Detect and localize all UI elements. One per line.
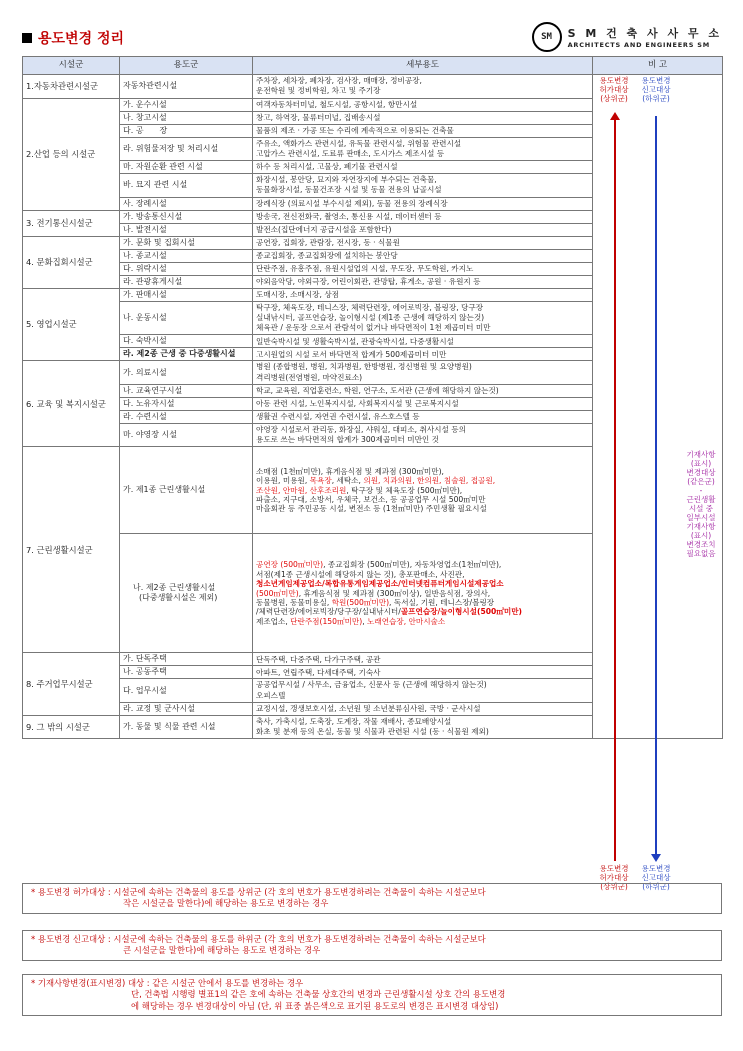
footnote-report	[22, 930, 722, 961]
table-header-row	[23, 57, 723, 75]
note-cell	[593, 75, 723, 739]
use-group-cell: 가. 문화 및 집회시설	[120, 236, 253, 249]
footnote-label-line3: 에 해당하는 경우 변경대상이 아님 (단, 위 표중 붉은색으로 표기된 용도로의 변경은 표시변경 대상임)	[131, 1000, 499, 1011]
nb2-line: /체력단련장/에어로빅장/당구장/실내낚시터/골프연습장/놀이형시설(500㎡미만)	[256, 607, 523, 617]
detail-line: 공공업무시설 / 사무소, 금융업소, 신문사 등 (근생에 해당하지 않는것)	[256, 680, 487, 690]
detail-line: 야영장 시설로서 관리동, 화장실, 샤워실, 대피소, 취사시설 등의	[256, 424, 466, 434]
col-header-note: 비 고	[593, 57, 723, 75]
title-square-icon	[22, 33, 32, 43]
footnote-label-change	[22, 974, 722, 1016]
detail-line: 용도로 쓰는 바닥면적의 합계가 300제곱미터 미만인 것	[256, 435, 440, 444]
footnote-report-line1: * 용도변경 신고대상 : 시설군에 속하는 건축물의 용도를 하위군 (각 호의 번호가 용도변경하려는 건축물이 속하는 시설군보다	[31, 934, 486, 944]
detail-use-cell	[253, 666, 593, 679]
detail-use-cell	[253, 210, 593, 223]
use-group-cell: 가. 동물 및 식물 관련 시설	[120, 715, 253, 739]
detail-line: 야외음악당, 야외극장, 어린이회관, 관망탑, 휴게소, 공원 · 유원지 등	[256, 276, 481, 286]
facility-group-cell: 9. 그 밖의 시설군	[23, 715, 120, 739]
detail-line: 공연장, 집회장, 관람장, 전시장, 동 · 식물원	[256, 237, 400, 247]
nb2-line: 서점(제1종 근생시설에 해당하지 않는 것), 총포판매소, 사진관,	[256, 569, 465, 579]
detail-line: 일반숙박시설 및 생활숙박시설, 관광숙박시설, 다중생활시설	[256, 336, 454, 346]
nb2-line: 동물병원, 동물미용실, 학원(500㎡미만), 독서실, 기원, 테니스장/볼링장	[256, 597, 495, 607]
company-logo	[532, 22, 722, 52]
detail-line: 탁구장, 체육도장, 테니스장, 체력단련장, 에어로빅장, 볼링장, 당구장	[256, 302, 484, 312]
facility-group-cell: 4. 문화집회시설군	[23, 236, 120, 288]
detail-line: 발전소(집단에너지 공급시설을 포함한다)	[256, 224, 392, 234]
page-title	[22, 28, 124, 48]
facility-group-cell: 5. 영업시설군	[23, 288, 120, 361]
detail-line: 격리병원(전염병원, 마약진료소)	[256, 372, 363, 382]
use-group-cell: 가. 방송통신시설	[120, 210, 253, 223]
col-header-use: 용도군	[120, 57, 253, 75]
detail-line: 축사, 가축시설, 도축장, 도계장, 작물 재배사, 종묘배양시설	[256, 716, 452, 726]
use-group-cell: 라. 교정 및 군사시설	[120, 702, 253, 715]
company-subtitle: ARCHITECTS AND ENGINEERS SM	[567, 41, 711, 49]
note-down-top: 용도변경 신고대상 (하위군)	[641, 76, 671, 103]
detail-use-cell	[253, 348, 593, 361]
use-change-table	[22, 56, 723, 739]
detail-use-cell	[253, 534, 593, 653]
detail-line: 오피스텔	[256, 690, 286, 700]
detail-use-cell	[253, 161, 593, 174]
use-group-cell: 나. 교육연구시설	[120, 384, 253, 397]
use-group-cell: 사. 장례시설	[120, 197, 253, 210]
detail-line: 아동 관련 시설, 노인복지시설, 사회복지시설 및 근로복지시설	[256, 399, 459, 408]
use-group-label: 나. 제2종 근린생활시설	[133, 583, 216, 593]
facility-group-cell: 7. 근린생활시설군	[23, 447, 120, 653]
nb1-line: 소매점 (1천㎡미만), 휴게음식점 및 제과점 (300㎡미만),	[256, 466, 444, 476]
nb2-line: 제조업소, 단란주점(150㎡미만), 노래연습장, 안마시술소	[256, 616, 446, 626]
note-down-bottom: 용도변경 신고대상 (하위군)	[636, 864, 676, 891]
detail-use-cell	[253, 384, 593, 397]
facility-group-cell: 2.산업 등의 시설군	[23, 98, 120, 210]
use-group-cell: 라. 제2종 근생 중 다중생활시설	[120, 348, 253, 361]
use-group-cell: 라. 위험물저장 및 처리시설	[120, 137, 253, 161]
facility-group-cell: 3. 전기통신시설군	[23, 210, 120, 236]
detail-line: 아파트, 연립주택, 다세대주택, 기숙사	[256, 667, 381, 677]
use-group-cell: 다. 노유자시설	[120, 397, 253, 410]
use-group-cell: 마. 야영장 시설	[120, 423, 253, 447]
down-arrow-icon	[651, 854, 661, 862]
detail-use-cell	[253, 702, 593, 715]
footnote-label-line2: 단, 건축법 시행령 별표1의 같은 호에 속하는 건축물 상호간의 변경과 근린생활시설 상호 간의 용도변경	[131, 989, 506, 1000]
detail-line: 고압가스 관련시설, 도료류 판매소, 도시가스 제조시설 등	[256, 148, 445, 158]
use-group-cell: 가. 의료시설	[120, 361, 253, 385]
detail-use-cell	[253, 288, 593, 301]
detail-use-cell	[253, 262, 593, 275]
detail-use-cell	[253, 137, 593, 161]
detail-line: 방송국, 전신전화국, 촬영소, 통신용 시설, 데이터센터 등	[256, 211, 442, 221]
use-group-cell: 나. 창고시설	[120, 111, 253, 124]
detail-line: 도매시장, 소매시장, 상점	[256, 289, 340, 299]
title-text: 용도변경 정리	[38, 31, 125, 47]
detail-line: 주차장, 세차장, 폐차장, 검사장, 매매장, 정비공장,	[256, 76, 422, 85]
use-group-cell: 나. 발전시설	[120, 223, 253, 236]
use-group-cell: 나. 종교시설	[120, 249, 253, 262]
nb1-line: 조산원, 안마원, 산후조리원, 탁구장 및 체육도장 (500㎡미만),	[256, 485, 463, 495]
detail-line: 실내낚시터, 골프연습장, 놀이형시설 (제1종 근생에 해당하지 않는것)	[256, 312, 485, 322]
detail-line: 주유소, 액화가스 관련시설, 유독물 관련시설, 위험물 관련시설	[256, 138, 462, 148]
detail-use-cell	[253, 236, 593, 249]
detail-use-cell	[253, 335, 593, 348]
use-group-cell: 나. 운동시설	[120, 301, 253, 335]
detail-use-cell	[253, 197, 593, 210]
detail-line: 운전학원 및 정비학원, 차고 및 주기장	[256, 86, 381, 96]
nb2-line: (500㎡미만), 휴게음식점 및 제과점 (300㎡이상), 일반음식점, 장의사,	[256, 588, 491, 598]
detail-use-cell	[253, 679, 593, 703]
use-group-cell: 다. 업무시설	[120, 679, 253, 703]
company-name: S M 건 축 사 사 무 소	[567, 27, 722, 40]
detail-line: 체육관 / 운동장 으로서 관람석이 없거나 바닥면적이 1천 제곱미터 미만	[256, 323, 491, 332]
page-header	[22, 22, 722, 56]
detail-use-cell	[253, 98, 593, 111]
detail-use-cell	[253, 447, 593, 534]
detail-use-cell	[253, 653, 593, 666]
use-group-cell: 다. 위락시설	[120, 262, 253, 275]
detail-use-cell	[253, 249, 593, 262]
detail-use-cell	[253, 715, 593, 739]
nb1-line: 마을회관 등 주민공동 시설, 변전소 등 (1천㎡미만) 주민생활 필요시설	[256, 504, 487, 514]
detail-use-cell	[253, 423, 593, 447]
use-group-cell: 바. 묘지 관련 시설	[120, 174, 253, 198]
table-row	[23, 75, 723, 99]
use-group-cell: 마. 자원순환 관련 시설	[120, 161, 253, 174]
detail-line: 학교, 교육원, 직업훈련소, 학원, 연구소, 도서관 (근생에 해당하지 않는것)	[256, 386, 499, 395]
detail-line: 동물화장시설, 동물건조장 시설 및 동물 전용의 납골시설	[256, 185, 442, 195]
detail-use-cell	[253, 75, 593, 99]
detail-line: 고시원업의 시설 로서 바닥면적 합계가 500제곱미터 미만	[256, 349, 447, 359]
facility-group-cell: 1.자동차관련시설군	[23, 75, 120, 99]
facility-group-cell: 6. 교육 및 복지시설군	[23, 361, 120, 447]
detail-use-cell	[253, 223, 593, 236]
detail-line: 종교집회장, 종교집회장에 설치하는 봉안당	[256, 250, 398, 260]
detail-line: 화장시설, 봉안당, 묘지와 자연장지에 부수되는 건축물,	[256, 175, 437, 184]
detail-use-cell	[253, 111, 593, 124]
nb2-line: 청소년게임제공업소/복합유통게임제공업소/인터넷컴퓨터게임시설제공업소	[256, 579, 504, 589]
note-same-group: 기재사항 (표시) 변경대상 (같은군) - 근린생활 시설 중 일부시설 기재사항 (표시) 변경조치 필요없음	[686, 450, 716, 558]
use-group-cell: 라. 수련시설	[120, 410, 253, 423]
detail-line: 생활권 수련시설, 자연권 수련시설, 유스호스텔 등	[256, 412, 420, 421]
detail-line: 창고, 하역장, 물류터미널, 집배송시설	[256, 112, 381, 122]
use-group-cell: 가. 운수시설	[120, 98, 253, 111]
use-group-sublabel: (다중생활시설은 제외)	[139, 593, 218, 603]
use-group-cell: 가. 단독주택	[120, 653, 253, 666]
detail-use-cell	[253, 174, 593, 198]
use-group-cell: 가. 판매시설	[120, 288, 253, 301]
detail-line: 하수 등 처리시설, 고물상, 폐기물 관련시설	[256, 162, 398, 172]
sm-logo-icon: SM	[532, 22, 562, 52]
detail-use-cell	[253, 361, 593, 385]
detail-use-cell	[253, 397, 593, 410]
detail-line: 장례식장 (의료시설 부수시설 제외), 동물 전용의 장례식장	[256, 198, 448, 208]
use-group-cell	[120, 534, 253, 653]
detail-use-cell	[253, 124, 593, 137]
col-header-detail: 세부용도	[253, 57, 593, 75]
detail-line: 단독주택, 다중주택, 다가구주택, 공관	[256, 654, 381, 664]
nb2-line: 공연장 (500㎡미만), 종교집회장 (500㎡미만), 자동차영업소(1천㎡미만),	[256, 560, 502, 570]
use-group-cell: 자동차관련시설	[120, 75, 253, 99]
footnote-label-line1: * 기재사항변경(표시변경) 대상 : 같은 시설군 안에서 용도를 변경하는 경우	[31, 978, 304, 988]
use-group-cell: 다. 숙박시설	[120, 335, 253, 348]
detail-line: 화초 및 분재 등의 온실, 동물 및 식물과 관련된 시설 (동 · 식물원 제외)	[256, 727, 489, 736]
detail-line: 단란주점, 유흥주점, 유원시설업의 시설, 무도장, 무도학원, 카지노	[256, 263, 474, 273]
use-group-cell: 라. 관광휴게시설	[120, 275, 253, 288]
detail-use-cell	[253, 301, 593, 335]
footnote-permit-line2: 작은 시설군을 말한다)에 해당하는 용도로 변경하는 경우	[123, 898, 329, 909]
detail-line: 여객자동차터미널, 철도시설, 공항시설, 항만시설	[256, 99, 418, 109]
note-up-top: 용도변경 허가대상 (상위군)	[599, 76, 629, 103]
note-up-bottom: 용도변경 허가대상 (상위군)	[592, 864, 636, 891]
nb1-line: 파출소, 지구대, 소방서, 우체국, 보건소, 등 공공업무 시설 500㎡미만	[256, 494, 486, 504]
use-group-cell: 나. 공동주택	[120, 666, 253, 679]
facility-group-cell: 8. 주거업무시설군	[23, 653, 120, 716]
nb1-line: 이용원, 미용원, 목욕장, 세탁소, 의원, 치과의원, 한의원, 침술원, 접골원,	[256, 476, 496, 486]
col-header-group: 시설군	[23, 57, 120, 75]
detail-line: 병원 (종합병원, 병원, 치과병원, 한방병원, 정신병원 및 요양병원)	[256, 362, 472, 372]
use-group-cell: 가. 제1종 근린생활시설	[120, 447, 253, 534]
footnote-permit	[22, 883, 722, 914]
detail-line: 교정시설, 갱생보호시설, 소년원 및 소년분류심사원, 국방 · 군사시설	[256, 704, 481, 713]
use-group-cell: 다. 공 장	[120, 124, 253, 137]
detail-use-cell	[253, 275, 593, 288]
detail-use-cell	[253, 410, 593, 423]
footnote-report-line2: 큰 시설군을 말한다)에 해당하는 용도로 변경하는 경우	[123, 945, 321, 956]
detail-line: 물품의 제조 · 가공 또는 수리에 계속적으로 이용되는 건축물	[256, 125, 454, 135]
footnote-permit-line1: * 용도변경 허가대상 : 시설군에 속하는 건축물의 용도를 상위군 (각 호의 번호가 용도변경하려는 건축물이 속하는 시설군보다	[31, 887, 486, 897]
